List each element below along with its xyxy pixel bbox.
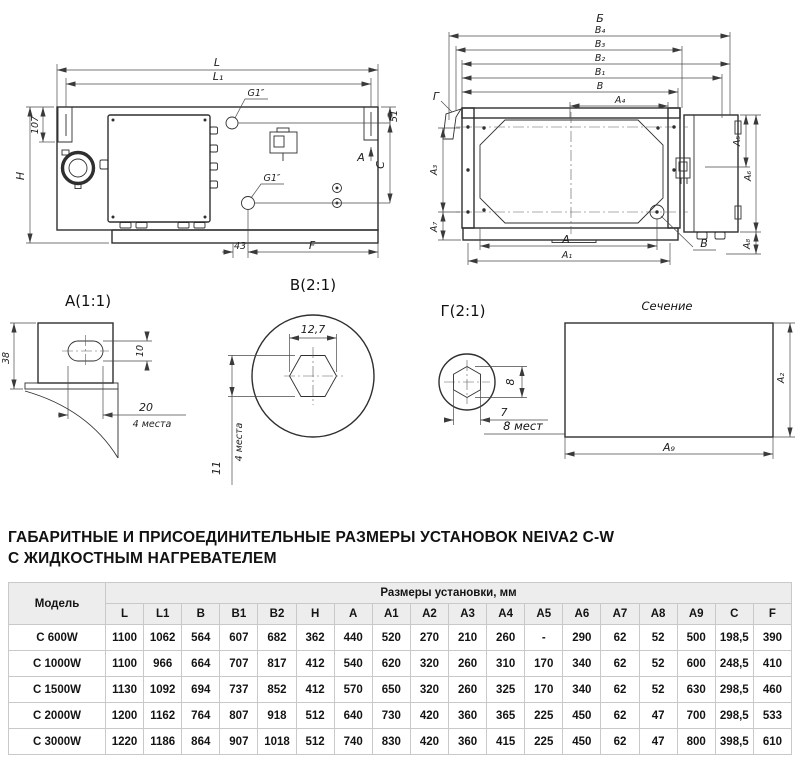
section-dimension-lines — [565, 323, 795, 459]
model-cell: С 1500W — [9, 677, 106, 703]
dim-label-B4: В₄ — [594, 25, 606, 36]
value-cell: 170 — [525, 651, 563, 677]
column-header: A4 — [487, 604, 525, 625]
value-cell: 512 — [296, 703, 334, 729]
group-header: Размеры установки, мм — [106, 583, 792, 604]
front-view-dimension-lines — [26, 64, 396, 258]
g1-port-bottom — [242, 184, 285, 210]
value-cell: 52 — [639, 677, 677, 703]
table-body — [9, 625, 792, 755]
model-cell: С 2000W — [9, 703, 106, 729]
dim-label-12-7: 12,7 — [300, 323, 326, 336]
thermostat — [270, 128, 297, 161]
value-cell: 1018 — [258, 729, 296, 755]
value-cell: 600 — [677, 651, 715, 677]
value-cell: 764 — [182, 703, 220, 729]
value-cell: 47 — [639, 729, 677, 755]
column-header: B2 — [258, 604, 296, 625]
value-cell: 270 — [410, 625, 448, 651]
value-cell: 460 — [753, 677, 791, 703]
detail-views — [0, 272, 800, 507]
column-header: C — [715, 604, 753, 625]
section-title: Сечение — [641, 299, 693, 313]
value-cell: 740 — [334, 729, 372, 755]
detail-b-note: 4 места — [234, 422, 245, 462]
dim-label-C: C — [374, 161, 387, 169]
table-header — [9, 583, 792, 625]
value-cell: 360 — [448, 729, 486, 755]
value-cell: 918 — [258, 703, 296, 729]
dim-label-B3: В₃ — [594, 39, 606, 50]
value-cell: 817 — [258, 651, 296, 677]
value-cell: 650 — [372, 677, 410, 703]
dimensions-table — [8, 582, 792, 755]
value-cell: 340 — [563, 651, 601, 677]
value-cell: 682 — [258, 625, 296, 651]
value-cell: 62 — [601, 625, 639, 651]
dim-label-10: 10 — [135, 344, 146, 358]
value-cell: 1220 — [106, 729, 144, 755]
value-cell: 450 — [563, 703, 601, 729]
value-cell: 564 — [182, 625, 220, 651]
value-cell: 320 — [410, 651, 448, 677]
column-header: A6 — [563, 604, 601, 625]
detail-b-view — [210, 276, 374, 485]
value-cell: 420 — [410, 729, 448, 755]
dim-label-11: 11 — [210, 461, 223, 475]
dim-label-A3: А₃ — [429, 164, 440, 176]
value-cell: 852 — [258, 677, 296, 703]
dim-label-g1-bottom: G1″ — [263, 173, 281, 184]
value-cell: 440 — [334, 625, 372, 651]
value-cell: 310 — [487, 651, 525, 677]
detail-g-callout: Г — [432, 90, 440, 103]
column-header: L — [106, 604, 144, 625]
value-cell: 1162 — [144, 703, 182, 729]
column-header: A7 — [601, 604, 639, 625]
dim-label-F: F — [308, 239, 316, 252]
value-cell: 62 — [601, 677, 639, 703]
value-cell: 800 — [677, 729, 715, 755]
column-header-row — [9, 604, 792, 625]
dim-label-8: 8 — [504, 378, 517, 386]
value-cell: 360 — [448, 703, 486, 729]
column-header: A5 — [525, 604, 563, 625]
value-cell: - — [525, 625, 563, 651]
value-cell: 1100 — [106, 625, 144, 651]
detail-g-title: Г(2:1) — [440, 302, 486, 320]
model-cell: С 3000W — [9, 729, 106, 755]
dim-label-A2: А₂ — [776, 372, 787, 384]
dim-label-A9: А₉ — [663, 441, 675, 454]
column-header: B1 — [220, 604, 258, 625]
dim-label-A: А — [562, 233, 570, 246]
dim-label-43: 43 — [233, 241, 247, 252]
value-cell: 737 — [220, 677, 258, 703]
value-cell: 398,5 — [715, 729, 753, 755]
pipe-coupling — [62, 150, 94, 189]
technical-drawings — [0, 0, 800, 272]
value-cell: 520 — [372, 625, 410, 651]
value-cell: 412 — [296, 677, 334, 703]
table-row — [9, 625, 792, 651]
value-cell: 340 — [563, 677, 601, 703]
dim-label-H: H — [14, 171, 27, 181]
model-column-header: Модель — [9, 583, 106, 625]
column-header: B — [182, 604, 220, 625]
front-view-drawing — [14, 56, 400, 258]
dim-label-L: L — [213, 56, 221, 69]
dim-label-20: 20 — [139, 401, 153, 414]
dim-label-A6: А₆ — [743, 170, 754, 182]
value-cell: 198,5 — [715, 625, 753, 651]
value-cell: 260 — [448, 677, 486, 703]
detail-a-view — [1, 292, 186, 458]
view-b-marker: Б — [596, 12, 604, 25]
detail-a-dimension-lines — [10, 323, 186, 419]
dim-label-107: 107 — [30, 115, 41, 135]
value-cell: 830 — [372, 729, 410, 755]
dim-label-B: В — [596, 81, 604, 92]
detail-b-dimension-lines — [228, 334, 337, 485]
end-view-body — [443, 108, 680, 243]
column-header: A3 — [448, 604, 486, 625]
section-view — [565, 299, 795, 459]
value-cell: 570 — [334, 677, 372, 703]
column-header: A2 — [410, 604, 448, 625]
cable-glands — [100, 127, 218, 228]
column-header: F — [753, 604, 791, 625]
value-cell: 320 — [410, 677, 448, 703]
end-view-drawing — [429, 12, 761, 265]
detail-a-note: 4 места — [132, 419, 172, 430]
dim-label-A7: А₇ — [429, 221, 440, 233]
dim-label-51: 51 — [389, 109, 400, 123]
value-cell: 1200 — [106, 703, 144, 729]
bracket-shape — [25, 323, 118, 458]
column-header: A — [334, 604, 372, 625]
value-cell: 1130 — [106, 677, 144, 703]
value-cell: 500 — [677, 625, 715, 651]
value-cell: 730 — [372, 703, 410, 729]
value-cell: 630 — [677, 677, 715, 703]
value-cell: 260 — [487, 625, 525, 651]
value-cell: 700 — [677, 703, 715, 729]
value-cell: 47 — [639, 703, 677, 729]
value-cell: 52 — [639, 625, 677, 651]
table-row — [9, 703, 792, 729]
dim-label-A5: А₅ — [732, 135, 743, 147]
value-cell: 260 — [448, 651, 486, 677]
value-cell: 864 — [182, 729, 220, 755]
electrical-box — [100, 115, 218, 228]
table-row — [9, 651, 792, 677]
value-cell: 610 — [753, 729, 791, 755]
value-cell: 290 — [563, 625, 601, 651]
dim-label-g1-top: G1″ — [247, 88, 265, 99]
column-header: A1 — [372, 604, 410, 625]
dim-label-A8: А₈ — [742, 238, 753, 250]
detail-g-note: 8 мест — [503, 419, 543, 433]
value-cell: 807 — [220, 703, 258, 729]
value-cell: 664 — [182, 651, 220, 677]
side-electrical-box — [676, 115, 741, 239]
column-header: A8 — [639, 604, 677, 625]
dim-label-A1: А₁ — [561, 250, 573, 261]
g1-port-top — [226, 99, 268, 129]
table-row — [9, 729, 792, 755]
model-cell: С 600W — [9, 625, 106, 651]
value-cell: 410 — [753, 651, 791, 677]
column-header: L1 — [144, 604, 182, 625]
drain-valves — [333, 184, 342, 208]
detail-b-callout: В — [700, 237, 708, 250]
column-header: H — [296, 604, 334, 625]
value-cell: 362 — [296, 625, 334, 651]
dim-label-L1: L₁ — [212, 70, 224, 83]
value-cell: 390 — [753, 625, 791, 651]
value-cell: 62 — [601, 703, 639, 729]
value-cell: 1186 — [144, 729, 182, 755]
value-cell: 640 — [334, 703, 372, 729]
detail-g-view — [439, 302, 565, 434]
value-cell: 415 — [487, 729, 525, 755]
value-cell: 1092 — [144, 677, 182, 703]
detail-b-title: В(2:1) — [289, 276, 337, 294]
page-title-line1: ГАБАРИТНЫЕ И ПРИСОЕДИНИТЕЛЬНЫЕ РАЗМЕРЫ УСТАНОВОК NEIVA2 C-W — [8, 529, 615, 546]
value-cell: 707 — [220, 651, 258, 677]
value-cell: 298,5 — [715, 703, 753, 729]
value-cell: 52 — [639, 651, 677, 677]
value-cell: 420 — [410, 703, 448, 729]
table-row — [9, 677, 792, 703]
detail-a-title: А(1:1) — [64, 292, 112, 310]
value-cell: 512 — [296, 729, 334, 755]
dim-label-38: 38 — [1, 351, 12, 365]
value-cell: 1100 — [106, 651, 144, 677]
value-cell: 607 — [220, 625, 258, 651]
value-cell: 225 — [525, 729, 563, 755]
value-cell: 450 — [563, 729, 601, 755]
dim-label-A4: А₄ — [614, 95, 626, 106]
value-cell: 170 — [525, 677, 563, 703]
column-header: A9 — [677, 604, 715, 625]
dim-label-7: 7 — [500, 406, 508, 419]
value-cell: 365 — [487, 703, 525, 729]
duct-section — [565, 323, 773, 437]
value-cell: 62 — [601, 729, 639, 755]
value-cell: 325 — [487, 677, 525, 703]
value-cell: 694 — [182, 677, 220, 703]
model-cell: С 1000W — [9, 651, 106, 677]
value-cell: 533 — [753, 703, 791, 729]
value-cell: 620 — [372, 651, 410, 677]
page-title-line2: С ЖИДКОСТНЫМ НАГРЕВАТЕЛЕМ — [8, 550, 277, 568]
page-title — [8, 527, 788, 570]
dim-label-B2: В₂ — [594, 53, 606, 64]
dim-label-B1: В₁ — [594, 67, 606, 78]
value-cell: 210 — [448, 625, 486, 651]
value-cell: 412 — [296, 651, 334, 677]
value-cell: 1062 — [144, 625, 182, 651]
value-cell: 62 — [601, 651, 639, 677]
value-cell: 540 — [334, 651, 372, 677]
value-cell: 966 — [144, 651, 182, 677]
value-cell: 248,5 — [715, 651, 753, 677]
value-cell: 298,5 — [715, 677, 753, 703]
value-cell: 225 — [525, 703, 563, 729]
center-lines — [456, 112, 688, 234]
view-a-marker: А — [357, 151, 365, 164]
value-cell: 907 — [220, 729, 258, 755]
